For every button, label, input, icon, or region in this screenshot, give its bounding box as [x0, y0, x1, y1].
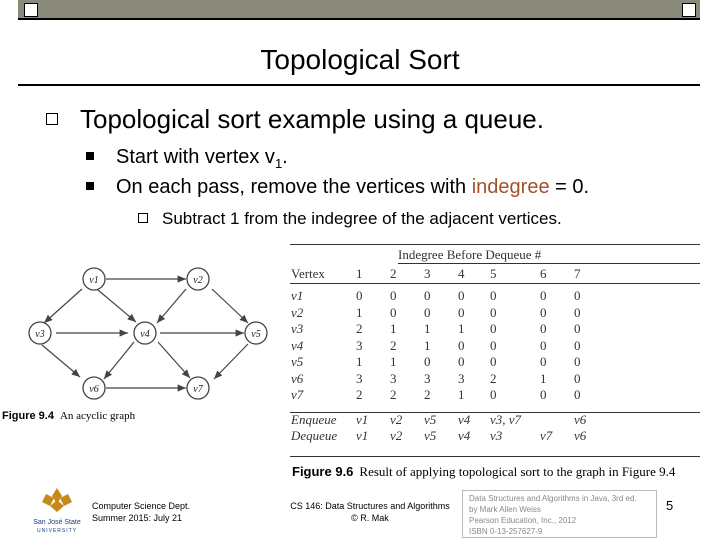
node-label: v3 — [35, 329, 45, 340]
table-cell: 0 — [356, 288, 363, 303]
bullet-level1 — [80, 104, 544, 135]
table-cell: 1 — [390, 354, 397, 369]
square-bullet-icon — [86, 152, 94, 160]
table-cell: 1 — [458, 321, 465, 336]
caption-number: Figure 9.4 — [2, 410, 54, 422]
course-text: CS 146: Data Structures and Algorithms — [290, 501, 450, 511]
author-text: © R. Mak — [351, 513, 389, 523]
window-box-icon — [24, 3, 38, 17]
table-cell: 2 — [424, 387, 431, 402]
term-text: Summer 2015: July 21 — [92, 513, 183, 523]
table-cell: v1 — [356, 411, 369, 427]
table-cell: 0 — [574, 354, 581, 369]
footer-dept — [92, 500, 190, 524]
table-cell: 0 — [390, 288, 397, 303]
table-cell: 0 — [574, 321, 581, 336]
node-label: v5 — [251, 329, 261, 340]
row-label: v5 — [291, 354, 304, 369]
table-header-cell: 4 — [458, 266, 465, 281]
table-cell: 0 — [540, 288, 547, 303]
credit-line: ISBN 0-13-257627-9 — [469, 527, 543, 536]
table-cell: 2 — [390, 337, 397, 353]
table-cell: 0 — [390, 304, 397, 320]
table-cell: 0 — [540, 337, 547, 353]
table-cell: v3, v7 — [490, 411, 522, 427]
table-caption — [292, 464, 675, 480]
table-header-cell: Vertex — [291, 266, 325, 281]
title-rule — [18, 84, 700, 86]
table-cell: 1 — [356, 354, 363, 369]
table-cell: v3 — [490, 428, 503, 443]
table-cell: 3 — [390, 370, 397, 386]
table-cell: 0 — [424, 354, 431, 369]
bullet-text: Start with vertex v — [116, 146, 275, 168]
table-cell: 1 — [356, 304, 363, 320]
title-bar — [18, 0, 700, 20]
node-label: v4 — [140, 329, 150, 340]
row-label: Dequeue — [291, 428, 338, 443]
table-cell: 0 — [574, 337, 581, 353]
row-label: v2 — [291, 304, 304, 320]
table-cell: 0 — [424, 288, 431, 303]
table-cell: v5 — [424, 428, 437, 443]
credit-line: Pearson Education, Inc., 2012 — [469, 516, 577, 525]
table-cell: 0 — [490, 304, 497, 320]
table-cell: 3 — [458, 370, 465, 386]
table-cell: v6 — [574, 411, 587, 427]
hollow-square-bullet-icon — [46, 113, 58, 125]
credit-line: by Mark Allen Weiss — [469, 505, 541, 514]
table-cell: 3 — [356, 370, 363, 386]
table-cell: 2 — [356, 321, 363, 336]
table-cell: 1 — [424, 337, 431, 353]
table-cell: 0 — [424, 304, 431, 320]
row-label: v3 — [291, 321, 304, 336]
table-cell: 0 — [540, 304, 547, 320]
table-cell: 0 — [490, 337, 497, 353]
bullet-text: = 0. — [549, 176, 590, 198]
table-cell: v2 — [390, 411, 403, 427]
hollow-square-bullet-icon — [138, 213, 148, 223]
table-cell: 1 — [390, 321, 397, 336]
table-cell: 1 — [540, 370, 547, 386]
bullet-text: On each pass, remove the vertices with — [116, 176, 472, 198]
slide-title: Topological Sort — [260, 44, 460, 75]
table-header-cell: 7 — [574, 266, 581, 281]
caption-text: An acyclic graph — [59, 410, 136, 422]
table-cell: 0 — [540, 387, 547, 402]
logo-subtitle: UNIVERSITY — [36, 528, 78, 534]
table-cell: v7 — [540, 428, 553, 443]
table-cell: 0 — [490, 354, 497, 369]
table-cell: 0 — [574, 304, 581, 320]
node-label: v2 — [193, 275, 203, 286]
table-cell: v1 — [356, 428, 369, 443]
table-header-cell: 3 — [424, 266, 431, 281]
table-cell: 0 — [490, 321, 497, 336]
table-cell: 2 — [390, 387, 397, 402]
university-seal-logo — [28, 486, 86, 536]
caption-number: Figure 9.6 — [292, 464, 354, 479]
table-cell: v6 — [574, 428, 587, 443]
node-label: v7 — [193, 384, 203, 395]
table-cell: v4 — [458, 428, 471, 443]
acyclic-graph — [0, 246, 290, 436]
table-cell: 0 — [458, 337, 465, 353]
highlight-term: indegree — [471, 176, 550, 198]
table-cell: 0 — [574, 387, 581, 402]
table-cell: 0 — [458, 354, 465, 369]
row-label: v7 — [291, 387, 304, 402]
square-bullet-icon — [86, 182, 94, 190]
table-cell: 0 — [540, 354, 547, 369]
table-cell: 1 — [424, 321, 431, 336]
table-cell: v5 — [424, 411, 437, 427]
table-cell: 0 — [490, 387, 497, 402]
row-label: v6 — [291, 370, 304, 386]
dept-text: Computer Science Dept. — [92, 501, 191, 511]
row-label: v1 — [291, 288, 304, 303]
table-cell: 0 — [574, 370, 581, 386]
table-cell: 2 — [356, 387, 363, 402]
credit-line: Data Structures and Algorithms in Java, 3rd ed. — [469, 494, 637, 503]
node-label: v1 — [89, 275, 99, 286]
table-cell: 0 — [574, 288, 581, 303]
table-cell: 0 — [490, 288, 497, 303]
table-title: Indegree Before Dequeue # — [398, 247, 542, 262]
page-number: 5 — [666, 498, 674, 513]
footer-course — [282, 500, 458, 524]
table-cell: 1 — [458, 387, 465, 402]
row-label: v4 — [291, 337, 304, 353]
figure-caption — [2, 410, 135, 422]
table-cell: 0 — [458, 304, 465, 320]
bullet-text: Subtract 1 from the indegree of the adjacent vertices. — [162, 209, 562, 228]
row-label: Enqueue — [291, 411, 337, 427]
table-header-cell: 2 — [390, 266, 397, 281]
table-cell: v2 — [390, 428, 403, 443]
bullet-text: . — [282, 146, 288, 168]
logo-name: San José State — [33, 519, 81, 526]
subscript: 1 — [274, 156, 283, 171]
table-header-cell: 6 — [540, 266, 547, 281]
book-credit — [462, 490, 657, 538]
bullet-level3 — [162, 209, 562, 229]
bullet-level2 — [116, 146, 288, 171]
table-cell: 3 — [356, 337, 363, 353]
table-header-cell: 1 — [356, 266, 363, 281]
window-box-icon — [682, 3, 696, 17]
table-cell: v4 — [458, 411, 471, 427]
table-cell: 2 — [490, 370, 497, 386]
caption-text: Result of applying topological sort to the graph in Figure 9.4 — [359, 464, 676, 479]
bullet-text: Topological sort example using a queue. — [80, 104, 544, 134]
bullet-level2 — [116, 176, 589, 199]
node-label: v6 — [89, 384, 99, 395]
table-cell: 3 — [424, 370, 431, 386]
table-cell: 0 — [540, 321, 547, 336]
table-header-cell: 5 — [490, 266, 497, 281]
table-cell: 0 — [458, 288, 465, 303]
